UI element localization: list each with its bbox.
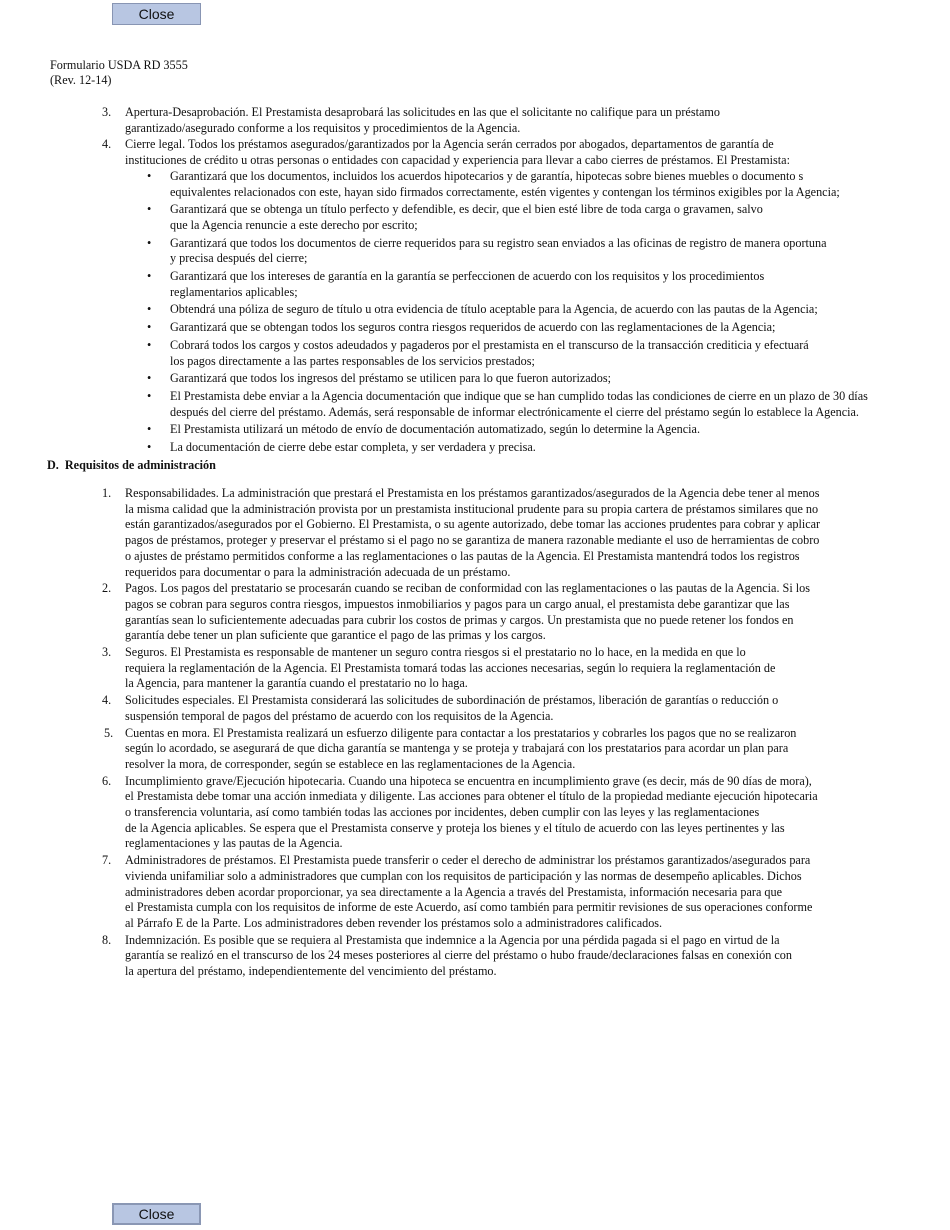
form-identifier: [50, 58, 188, 87]
text-line: Pagos. Los pagos del prestatario se procesarán cuando se reciban de conformidad con las reglamentaciones o las pautas de la Agencia. Si los: [125, 581, 810, 596]
item-number: 4.: [102, 137, 112, 152]
text-line: Garantizará que se obtenga un título perfecto y defendible, es decir, que el bien esté libre de toda carga o gravamen, salvo: [170, 202, 763, 217]
text-line: administradores deben acordar proporcionar, ya sea directamente a la Agencia a través del Prestamista, información necesaria para que: [125, 884, 782, 899]
text-line: resolver la mora, de corresponder, según se establece en las reglamentaciones de la Agencia.: [125, 756, 576, 771]
text-line: Seguros. El Prestamista es responsable de mantener un seguro contra riesgos si el prestatario no lo hace, en la medida en que lo: [125, 645, 746, 660]
bullet-dot-icon: •: [147, 168, 152, 183]
text-line: según lo acordado, se asegurará de que dicha garantía se mantenga y se proteja y trabajará con los prestatarios para acordar un plan para: [125, 741, 789, 756]
bullet-dot-icon: •: [147, 269, 152, 284]
text-line: garantías sean lo suficientemente adecuadas para cubrir los costos de primas y cargos. Un prestamista que no puede retener los fondos en: [125, 612, 794, 627]
text-line: pagos se cobran para seguros contra riesgos, impuestos inmobiliarios y pagos para un cargo anual, el prestamista debe garantizar que las: [125, 596, 790, 611]
text-line: Obtendrá una póliza de seguro de título u otra evidencia de título aceptable para la Agencia, de acuerdo con las pautas de la Agencia;: [170, 302, 818, 317]
text-line: el Prestamista cumpla con los requisitos de informe de este Acuerdo, así como también para permitir revisiones de sus operaciones conforme: [125, 900, 813, 915]
bullet-item: [125, 338, 930, 369]
item-number: 2.: [102, 581, 112, 596]
bullet-item: [125, 236, 930, 267]
bullet-item: [125, 389, 930, 420]
text-line: vivienda unifamiliar solo a administradores que cumplan con los requisitos de participación y las normas de desempeño aplicables. Dichos: [125, 868, 802, 883]
text-line: al Párrafo E de la Parte. Los administradores deben revender los préstamos solo a administradores calificados.: [125, 915, 663, 930]
text-line: Cuentas en mora. El Prestamista realizará un esfuerzo diligente para contactar a los prestatarios y cobrarles los pagos que no se realizaron: [125, 725, 797, 740]
bullet-item: [125, 202, 930, 233]
admin-item: [0, 486, 950, 580]
text-line: La documentación de cierre debe estar completa, y ser verdadera y precisa.: [170, 440, 536, 455]
text-line: instituciones de crédito u otras personas o entidades con capacidad y experiencia para llevar a cabo cierres de préstamos. El Prestamista:: [125, 153, 790, 168]
text-line: de la Agencia aplicables. Se espera que el Prestamista conserve y proteja los bienes y el título de acuerdo con las leyes pertinentes y las: [125, 820, 785, 835]
text-line: Indemnización. Es posible que se requiera al Prestamista que indemnice a la Agencia por una pérdida pagada si el pago en virtud de la: [125, 932, 780, 947]
closing-item: [0, 137, 950, 455]
text-line: Cierre legal. Todos los préstamos asegurados/garantizados por la Agencia serán cerrados por abogados, departamentos de garantía de: [125, 137, 774, 152]
text-line: Incumplimiento grave/Ejecución hipotecaria. Cuando una hipoteca se encuentra en incumplimiento grave (es decir, más de 90 días de mora),: [125, 773, 812, 788]
bullet-item: [125, 302, 930, 318]
bullet-dot-icon: •: [147, 440, 152, 455]
form-number: Formulario USDA RD 3555: [50, 58, 188, 72]
bullet-dot-icon: •: [147, 235, 152, 250]
text-line: después del cierre del préstamo. Además, será responsable de informar electrónicamente el cierre del préstamo según lo establece la Agencia.: [170, 404, 859, 419]
text-line: la misma calidad que la administración provista por un prestamista institucional prudente para su propia cartera de préstamos similares que no: [125, 501, 819, 516]
bullet-item: [125, 169, 930, 200]
section-d-letter: D.: [47, 458, 59, 472]
text-line: Responsabilidades. La administración que prestará el Prestamista en los préstamos garantizados/asegurados de la Agencia debe tener al menos: [125, 486, 820, 500]
text-line: requiera la reglamentación de la Agencia. El Prestamista tomará todas las acciones necesarias, según lo requiera la reglamentación de: [125, 660, 776, 675]
text-line: garantizado/asegurado conforme a los requisitos y procedimientos de la Agencia.: [125, 120, 521, 135]
admin-item: [0, 581, 950, 644]
text-line: garantía debe tener un plan suficiente que garantice el pago de las primas y los cargos.: [125, 628, 546, 643]
admin-item: [0, 645, 950, 692]
item-number: 8.: [102, 932, 112, 947]
admin-item: [0, 853, 950, 932]
text-line: y precisa después del cierre;: [170, 251, 308, 266]
bullet-item: [125, 269, 930, 300]
item-number: 3.: [102, 105, 112, 119]
text-line: Garantizará que los intereses de garantía en la garantía se perfeccionen de acuerdo con los requisitos y los procedimientos: [170, 269, 765, 284]
closing-section: [0, 105, 950, 458]
bullet-dot-icon: •: [147, 202, 152, 217]
bullet-item: [125, 320, 930, 336]
text-line: que la Agencia renuncie a este derecho por escrito;: [170, 217, 418, 232]
text-line: El Prestamista utilizará un método de envío de documentación automatizado, según lo determine la Agencia.: [170, 422, 700, 437]
closing-bullet-list: [125, 169, 930, 456]
item-number: 3.: [102, 645, 112, 660]
text-line: o transferencia voluntaria, así como también todas las acciones por incidentes, deben cumplir con las leyes y las reglamentaciones: [125, 805, 760, 820]
text-line: el Prestamista debe tomar una acción inmediata y diligente. Las acciones para obtener el título de la propiedad mediante ejecución hipotecaria: [125, 789, 818, 804]
bullet-item: [125, 440, 930, 456]
text-line: o ajustes de préstamo permitidos conforme a las reglamentaciones o las pautas de la Agencia. El Prestamista mantendrá todos los registros: [125, 548, 800, 563]
section-d-title: Requisitos de administración: [64, 458, 216, 472]
text-line: reglamentarios aplicables;: [170, 284, 298, 299]
form-revision: (Rev. 12-14): [50, 72, 112, 87]
closing-item: [0, 105, 950, 136]
text-line: Garantizará que se obtengan todos los seguros contra riesgos requeridos de acuerdo con las reglamentaciones de la Agencia;: [170, 320, 776, 335]
admin-item: [0, 726, 950, 773]
bullet-dot-icon: •: [147, 337, 152, 352]
administration-requirements: [0, 486, 950, 981]
bullet-dot-icon: •: [147, 422, 152, 437]
section-d-heading: [47, 458, 222, 474]
text-line: Solicitudes especiales. El Prestamista considerará las solicitudes de subordinación de préstamos, liberación de garantías o reducción o: [125, 693, 779, 708]
text-line: Cobrará todos los cargos y costos adeudados y pagaderos por el prestamista en el transcurso de la transacción crediticia y efectuará: [170, 337, 809, 352]
item-number: 5.: [104, 725, 114, 740]
text-line: Administradores de préstamos. El Prestamista puede transferir o ceder el derecho de administrar los préstamos garantizados/asegurados para: [125, 853, 811, 868]
text-line: la Agencia, para mantener la garantía cuando el prestatario no lo haga.: [125, 676, 468, 691]
text-line: reglamentaciones y las pautas de la Agencia.: [125, 836, 343, 851]
item-number: 1.: [102, 486, 112, 500]
bullet-dot-icon: •: [147, 371, 152, 386]
close-button-top[interactable]: Close: [112, 3, 201, 25]
text-line: pagos de préstamos, proteger y preservar el préstamo si el pago no se garantiza de manera razonable mediante el uso de herramientas de cobro: [125, 533, 820, 548]
text-line: están garantizados/asegurados por el Gobierno. El Prestamista, o su agente autorizado, debe tomar las acciones prudentes para cobrar y aplicar: [125, 517, 821, 532]
text-line: suspensión temporal de pagos del préstamo de acuerdo con los requisitos de la Agencia.: [125, 708, 554, 723]
bullet-dot-icon: •: [147, 388, 152, 403]
bullet-dot-icon: •: [147, 320, 152, 335]
bullet-item: [125, 422, 930, 438]
text-line: Garantizará que todos los ingresos del préstamo se utilicen para lo que fueron autorizados;: [170, 371, 611, 386]
text-line: los pagos directamente a las partes responsables de los servicios prestados;: [170, 353, 535, 368]
text-line: equivalentes relacionados con este, hayan sido firmados correctamente, estén vigentes y contengan los términos exigibles por la Agencia;: [170, 184, 840, 199]
admin-item: [0, 774, 950, 853]
admin-item: [0, 933, 950, 980]
bullet-dot-icon: •: [147, 302, 152, 317]
text-line: Garantizará que los documentos, incluidos los acuerdos hipotecarios y de garantía, hipotecas sobre bienes muebles o documento s: [170, 168, 804, 183]
item-number: 6.: [102, 773, 112, 788]
text-line: garantía se realizó en el transcurso de los 24 meses posteriores al cierre del préstamo o hubo fraude/declaraciones falsas en conexión con: [125, 948, 792, 963]
bullet-item: [125, 371, 930, 387]
close-button-bottom[interactable]: Close: [112, 1203, 201, 1225]
text-line: El Prestamista debe enviar a la Agencia documentación que indique que se han cumplido todas las condiciones de cierre en un plazo de 30 días: [170, 388, 868, 403]
text-line: requeridos para documentar o para la administración adecuada de un préstamo.: [125, 564, 511, 579]
item-number: 4.: [102, 693, 112, 708]
admin-item: [0, 693, 950, 724]
text-line: la apertura del préstamo, independientemente del vencimiento del préstamo.: [125, 964, 497, 979]
item-number: 7.: [102, 853, 112, 868]
text-line: Apertura-Desaprobación. El Prestamista desaprobará las solicitudes en las que el solicitante no califique para un préstamo: [125, 105, 720, 119]
text-line: Garantizará que todos los documentos de cierre requeridos para su registro sean enviados a las oficinas de registro de manera oportuna: [170, 235, 827, 250]
